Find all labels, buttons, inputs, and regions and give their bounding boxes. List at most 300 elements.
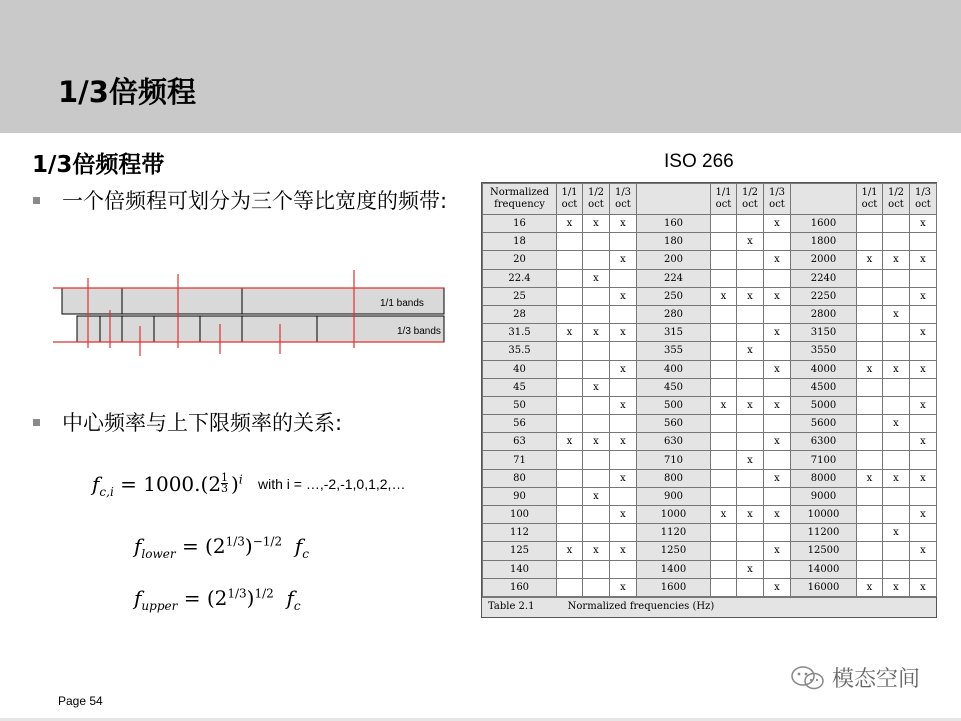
band-marker-cell: x — [583, 324, 610, 342]
band-marker-cell — [910, 269, 937, 287]
watermark-text: 模态空间 — [832, 667, 921, 692]
band-marker-cell — [737, 487, 764, 505]
band-marker-cell — [764, 233, 791, 251]
band-marker-cell: x — [737, 342, 764, 360]
band-marker-cell: x — [764, 287, 791, 305]
band-marker-cell — [711, 324, 737, 342]
frequency-cell: 11200 — [791, 524, 857, 542]
band-marker-cell — [583, 560, 610, 578]
column-header: 1/2 oct — [583, 184, 610, 215]
band-marker-cell: x — [583, 269, 610, 287]
band-marker-cell — [610, 378, 637, 396]
band-marker-cell — [711, 251, 737, 269]
bullet-marker — [33, 419, 40, 426]
column-header: 1/2 oct — [883, 184, 910, 215]
bullet-text: 中心频率与上下限频率的关系: — [62, 411, 343, 435]
band-marker-cell — [557, 342, 583, 360]
band-marker-cell: x — [610, 469, 637, 487]
frequency-cell: 800 — [637, 469, 711, 487]
band-marker-cell — [764, 378, 791, 396]
band-marker-cell — [583, 469, 610, 487]
wechat-icon — [790, 664, 826, 692]
band-marker-cell — [711, 487, 737, 505]
band-marker-cell — [737, 433, 764, 451]
band-marker-cell — [583, 305, 610, 323]
band-marker-cell: x — [557, 324, 583, 342]
band-marker-cell — [583, 342, 610, 360]
frequency-cell: 160 — [483, 578, 557, 596]
band-marker-cell — [764, 451, 791, 469]
band-marker-cell — [857, 233, 883, 251]
frequency-cell: 180 — [637, 233, 711, 251]
band-marker-cell: x — [610, 542, 637, 560]
table-header-row — [483, 184, 937, 215]
band-marker-cell — [610, 451, 637, 469]
band-marker-cell — [764, 415, 791, 433]
band-marker-cell — [857, 506, 883, 524]
band-marker-cell: x — [857, 360, 883, 378]
frequency-cell: 50 — [483, 396, 557, 414]
band-marker-cell: x — [883, 524, 910, 542]
frequency-cell: 2800 — [791, 305, 857, 323]
frequency-cell: 2240 — [791, 269, 857, 287]
band-marker-cell: x — [883, 360, 910, 378]
band-marker-cell — [883, 233, 910, 251]
band-marker-cell: x — [910, 433, 937, 451]
frequency-cell: 1600 — [791, 215, 857, 233]
band-marker-cell — [610, 233, 637, 251]
band-marker-cell — [557, 269, 583, 287]
band-marker-cell: x — [737, 396, 764, 414]
band-marker-cell — [557, 251, 583, 269]
band-marker-cell: x — [711, 396, 737, 414]
band-marker-cell — [557, 378, 583, 396]
table-row — [483, 415, 937, 433]
band-marker-cell — [711, 269, 737, 287]
band-marker-cell — [711, 433, 737, 451]
band-marker-cell — [737, 578, 764, 596]
table-row — [483, 451, 937, 469]
band-marker-cell: x — [583, 487, 610, 505]
frequency-cell: 4000 — [791, 360, 857, 378]
band-marker-cell — [711, 469, 737, 487]
band-marker-cell — [883, 542, 910, 560]
frequency-cell: 16 — [483, 215, 557, 233]
band-marker-cell — [883, 506, 910, 524]
band-marker-cell — [857, 396, 883, 414]
frequency-cell: 100 — [483, 506, 557, 524]
frequency-table — [482, 183, 937, 597]
band-marker-cell: x — [857, 578, 883, 596]
frequency-cell: 3550 — [791, 342, 857, 360]
band-marker-cell — [737, 360, 764, 378]
band-marker-cell — [711, 542, 737, 560]
band-marker-cell — [883, 324, 910, 342]
band-marker-cell — [764, 269, 791, 287]
band-marker-cell: x — [910, 287, 937, 305]
band-marker-cell — [737, 378, 764, 396]
band-marker-cell — [764, 487, 791, 505]
band-marker-cell: x — [883, 415, 910, 433]
band-marker-cell — [764, 342, 791, 360]
band-marker-cell: x — [764, 251, 791, 269]
band-marker-cell — [583, 233, 610, 251]
band-marker-cell: x — [910, 324, 937, 342]
band-marker-cell — [557, 578, 583, 596]
column-header — [791, 184, 857, 215]
frequency-cell: 10000 — [791, 506, 857, 524]
band-marker-cell — [610, 415, 637, 433]
band-marker-cell: x — [737, 506, 764, 524]
table-row — [483, 524, 937, 542]
bullet-text: 一个倍频程可划分为三个等比宽度的频带: — [62, 189, 448, 213]
index-note: with i = …,-2,-1,0,1,2,… — [258, 476, 406, 492]
frequency-cell: 18 — [483, 233, 557, 251]
frequency-cell: 710 — [637, 451, 711, 469]
table-row — [483, 578, 937, 596]
band-marker-cell: x — [583, 215, 610, 233]
band-marker-cell — [711, 342, 737, 360]
band-marker-cell — [711, 305, 737, 323]
band-marker-cell — [857, 342, 883, 360]
frequency-cell: 25 — [483, 287, 557, 305]
band-marker-cell — [557, 360, 583, 378]
band-marker-cell — [737, 215, 764, 233]
frequency-cell: 280 — [637, 305, 711, 323]
band-marker-cell: x — [610, 287, 637, 305]
frequency-cell: 9000 — [791, 487, 857, 505]
band-marker-cell — [857, 305, 883, 323]
band-marker-cell — [583, 360, 610, 378]
band-marker-cell: x — [764, 360, 791, 378]
band-1-3-label: 1/3 bands — [397, 326, 441, 337]
band-marker-cell: x — [737, 233, 764, 251]
table-row — [483, 305, 937, 323]
band-marker-cell — [583, 251, 610, 269]
frequency-cell: 900 — [637, 487, 711, 505]
band-marker-cell — [764, 524, 791, 542]
caption-label: Table 2.1 — [488, 600, 535, 612]
frequency-cell: 28 — [483, 305, 557, 323]
band-marker-cell — [857, 287, 883, 305]
band-marker-cell — [737, 269, 764, 287]
table-row — [483, 269, 937, 287]
table-row — [483, 251, 937, 269]
band-marker-cell: x — [557, 542, 583, 560]
band-marker-cell: x — [910, 578, 937, 596]
band-marker-cell — [857, 433, 883, 451]
table-caption — [482, 597, 936, 617]
band-marker-cell — [857, 487, 883, 505]
band-marker-cell — [557, 396, 583, 414]
frequency-cell: 71 — [483, 451, 557, 469]
band-marker-cell — [883, 560, 910, 578]
band-marker-cell — [711, 560, 737, 578]
band-marker-cell — [711, 451, 737, 469]
band-marker-cell — [610, 524, 637, 542]
frequency-cell: 2250 — [791, 287, 857, 305]
band-marker-cell — [857, 415, 883, 433]
table-row — [483, 487, 937, 505]
frequency-cell: 250 — [637, 287, 711, 305]
band-marker-cell — [764, 560, 791, 578]
band-marker-cell — [883, 287, 910, 305]
band-marker-cell: x — [737, 287, 764, 305]
band-marker-cell — [557, 451, 583, 469]
band-marker-cell — [857, 324, 883, 342]
frequency-cell: 45 — [483, 378, 557, 396]
band-marker-cell: x — [737, 451, 764, 469]
column-header — [637, 184, 711, 215]
band-marker-cell — [764, 305, 791, 323]
band-marker-cell — [737, 251, 764, 269]
band-marker-cell: x — [557, 215, 583, 233]
band-marker-cell — [583, 396, 610, 414]
band-marker-cell: x — [610, 506, 637, 524]
band-marker-cell — [910, 524, 937, 542]
frequency-cell: 8000 — [791, 469, 857, 487]
band-marker-cell: x — [857, 469, 883, 487]
frequency-cell: 80 — [483, 469, 557, 487]
band-marker-cell — [557, 506, 583, 524]
band-marker-cell — [857, 524, 883, 542]
frequency-cell: 125 — [483, 542, 557, 560]
frequency-cell: 1600 — [637, 578, 711, 596]
band-marker-cell — [583, 287, 610, 305]
page-number: Page 54 — [58, 694, 103, 708]
band-marker-cell: x — [557, 433, 583, 451]
band-marker-cell — [910, 560, 937, 578]
band-marker-cell — [883, 451, 910, 469]
band-marker-cell: x — [910, 542, 937, 560]
frequency-cell: 1800 — [791, 233, 857, 251]
frequency-cell: 160 — [637, 215, 711, 233]
band-marker-cell — [883, 378, 910, 396]
band-marker-cell — [711, 215, 737, 233]
table-row — [483, 506, 937, 524]
frequency-cell: 14000 — [791, 560, 857, 578]
band-marker-cell: x — [883, 251, 910, 269]
band-marker-cell: x — [610, 251, 637, 269]
band-marker-cell — [857, 542, 883, 560]
band-1-3-bar — [77, 316, 444, 342]
band-marker-cell: x — [583, 542, 610, 560]
band-marker-cell — [910, 415, 937, 433]
band-marker-cell — [610, 342, 637, 360]
band-marker-cell — [557, 287, 583, 305]
band-marker-cell — [883, 269, 910, 287]
band-marker-cell — [857, 451, 883, 469]
band-marker-cell: x — [883, 305, 910, 323]
center-frequency-formula: $f_{c,i} = 1000.(2$ 1 3 )$^i$ — [92, 471, 243, 499]
frequency-cell: 3150 — [791, 324, 857, 342]
band-marker-cell — [557, 560, 583, 578]
band-marker-cell — [711, 360, 737, 378]
table-row — [483, 287, 937, 305]
frequency-cell: 35.5 — [483, 342, 557, 360]
upper-frequency-formula: $f_{upper} = (2^{1/3})^{1/2}$ $f_c$ — [134, 586, 301, 613]
frequency-cell: 6300 — [791, 433, 857, 451]
band-marker-cell — [610, 269, 637, 287]
band-marker-cell — [583, 451, 610, 469]
band-marker-cell — [883, 487, 910, 505]
frequency-cell: 31.5 — [483, 324, 557, 342]
table-row — [483, 360, 937, 378]
band-marker-cell — [883, 433, 910, 451]
band-marker-cell — [910, 487, 937, 505]
band-marker-cell — [610, 487, 637, 505]
band-marker-cell: x — [857, 251, 883, 269]
band-marker-cell: x — [610, 324, 637, 342]
frequency-cell: 450 — [637, 378, 711, 396]
frequency-cell: 140 — [483, 560, 557, 578]
frequency-cell: 22.4 — [483, 269, 557, 287]
frequency-cell: 560 — [637, 415, 711, 433]
band-marker-cell: x — [610, 578, 637, 596]
band-marker-cell: x — [764, 396, 791, 414]
band-marker-cell — [857, 378, 883, 396]
band-marker-cell — [883, 342, 910, 360]
band-marker-cell: x — [764, 506, 791, 524]
band-marker-cell — [557, 415, 583, 433]
band-marker-cell: x — [764, 433, 791, 451]
band-marker-cell — [857, 269, 883, 287]
column-header: 1/1 oct — [857, 184, 883, 215]
band-marker-cell — [737, 324, 764, 342]
band-marker-cell: x — [883, 578, 910, 596]
frequency-cell: 1120 — [637, 524, 711, 542]
band-marker-cell: x — [910, 360, 937, 378]
table-row — [483, 215, 937, 233]
table-row — [483, 324, 937, 342]
frequency-cell: 90 — [483, 487, 557, 505]
band-marker-cell: x — [764, 578, 791, 596]
frequency-cell: 7100 — [791, 451, 857, 469]
frequency-cell: 200 — [637, 251, 711, 269]
band-marker-cell: x — [764, 542, 791, 560]
band-marker-cell — [557, 487, 583, 505]
band-marker-cell: x — [764, 215, 791, 233]
band-marker-cell — [711, 415, 737, 433]
band-marker-cell: x — [610, 433, 637, 451]
table-row — [483, 542, 937, 560]
band-marker-cell — [557, 469, 583, 487]
band-marker-cell: x — [737, 560, 764, 578]
band-marker-cell — [883, 396, 910, 414]
band-marker-cell — [583, 506, 610, 524]
frequency-cell: 2000 — [791, 251, 857, 269]
slide-title: 1/3倍频程 — [58, 75, 196, 109]
iso-frequency-table — [481, 182, 937, 618]
table-row — [483, 342, 937, 360]
table-row — [483, 469, 937, 487]
frequency-cell: 1000 — [637, 506, 711, 524]
band-marker-cell: x — [764, 469, 791, 487]
frequency-cell: 16000 — [791, 578, 857, 596]
frequency-cell: 400 — [637, 360, 711, 378]
band-marker-cell: x — [910, 396, 937, 414]
band-marker-cell — [883, 215, 910, 233]
band-marker-cell: x — [711, 287, 737, 305]
band-marker-cell: x — [610, 396, 637, 414]
band-marker-cell — [583, 415, 610, 433]
band-marker-cell — [737, 524, 764, 542]
band-marker-cell: x — [583, 433, 610, 451]
band-marker-cell — [737, 305, 764, 323]
band-diagram — [50, 268, 450, 358]
frequency-cell: 56 — [483, 415, 557, 433]
band-marker-cell — [737, 415, 764, 433]
column-header: 1/2 oct — [737, 184, 764, 215]
band-marker-cell: x — [910, 469, 937, 487]
band-marker-cell — [711, 578, 737, 596]
frequency-cell: 63 — [483, 433, 557, 451]
frequency-cell: 112 — [483, 524, 557, 542]
band-marker-cell — [857, 215, 883, 233]
table-row — [483, 233, 937, 251]
band-marker-cell — [711, 378, 737, 396]
watermark — [790, 662, 920, 693]
band-marker-cell — [737, 469, 764, 487]
frequency-cell: 12500 — [791, 542, 857, 560]
band-marker-cell: x — [910, 251, 937, 269]
band-marker-cell — [610, 560, 637, 578]
band-marker-cell — [910, 378, 937, 396]
frequency-cell: 315 — [637, 324, 711, 342]
frequency-cell: 630 — [637, 433, 711, 451]
section-heading: 1/3倍频程带 — [32, 152, 165, 178]
band-marker-cell — [711, 524, 737, 542]
band-marker-cell — [583, 578, 610, 596]
frequency-cell: 20 — [483, 251, 557, 269]
frequency-cell: 1250 — [637, 542, 711, 560]
table-row — [483, 378, 937, 396]
band-marker-cell — [910, 233, 937, 251]
band-marker-cell — [557, 305, 583, 323]
title-bar — [0, 0, 961, 133]
frequency-cell: 224 — [637, 269, 711, 287]
frequency-cell: 4500 — [791, 378, 857, 396]
band-marker-cell — [910, 451, 937, 469]
column-header: 1/1 oct — [711, 184, 737, 215]
bullet-marker — [33, 197, 40, 204]
band-marker-cell — [557, 524, 583, 542]
band-1-1-label: 1/1 bands — [380, 298, 424, 309]
column-header: 1/3 oct — [610, 184, 637, 215]
column-header: 1/3 oct — [910, 184, 937, 215]
band-marker-cell — [910, 305, 937, 323]
table-row — [483, 396, 937, 414]
column-header: 1/1 oct — [557, 184, 583, 215]
band-marker-cell: x — [583, 378, 610, 396]
iso-label: ISO 266 — [664, 151, 734, 172]
band-marker-cell — [610, 305, 637, 323]
band-marker-cell: x — [610, 215, 637, 233]
band-marker-cell — [737, 542, 764, 560]
frequency-cell: 5600 — [791, 415, 857, 433]
band-marker-cell: x — [610, 360, 637, 378]
caption-text: Normalized frequencies (Hz) — [567, 600, 715, 612]
lower-frequency-formula: $f_{lower} = (2^{1/3})^{-1/2}$ $f_c$ — [134, 534, 309, 561]
band-marker-cell: x — [910, 215, 937, 233]
table-row — [483, 433, 937, 451]
frequency-cell: 5000 — [791, 396, 857, 414]
column-header: Normalized frequency — [483, 184, 557, 215]
frequency-cell: 40 — [483, 360, 557, 378]
band-marker-cell — [583, 524, 610, 542]
band-marker-cell — [910, 342, 937, 360]
band-marker-cell — [711, 233, 737, 251]
